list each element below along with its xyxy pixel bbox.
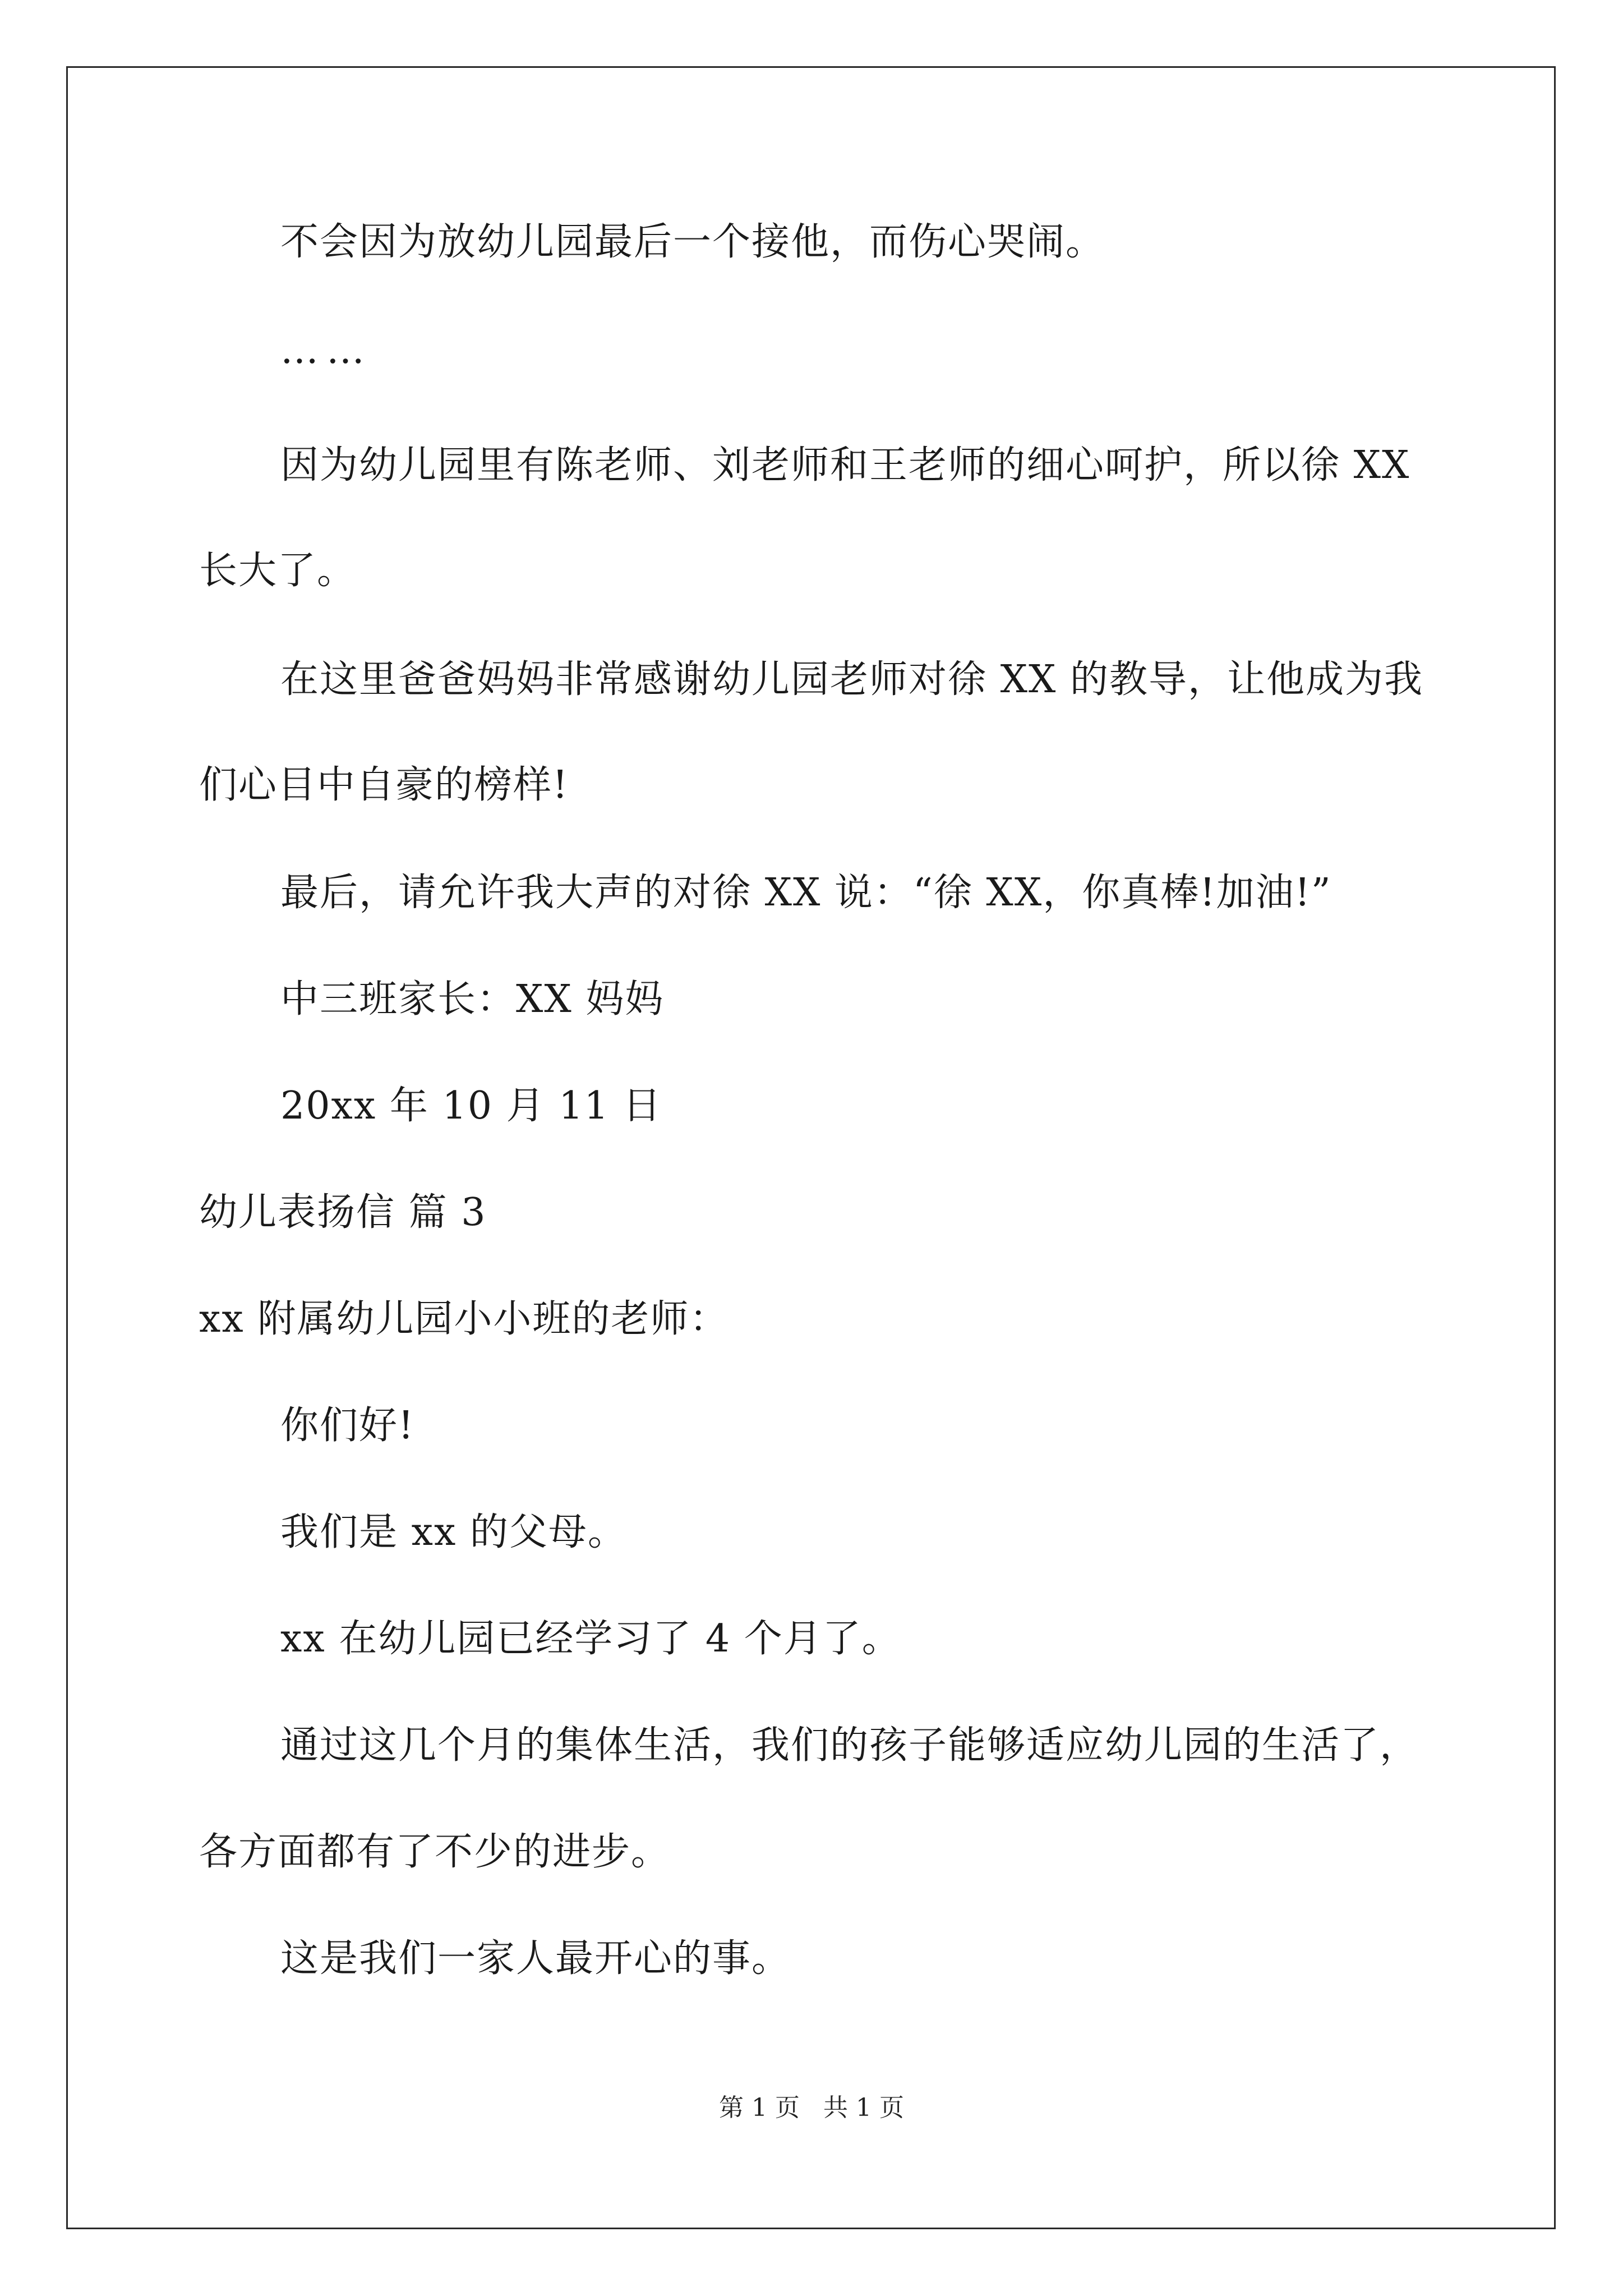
paragraph-line: 在这里爸爸妈妈非常感谢幼儿园老师对徐 XX 的教导，让他成为我 xyxy=(280,657,1424,702)
paragraph-line: xx 在幼儿园已经学习了 4 个月了。 xyxy=(280,1617,901,1661)
paragraph-line: 因为幼儿园里有陈老师、刘老师和王老师的细心呵护，所以徐 XX xyxy=(280,443,1410,487)
date-line: 20xx 年 10 月 11 日 xyxy=(280,1084,662,1128)
paragraph-line: 我们是 xx 的父母。 xyxy=(280,1510,627,1554)
paragraph-line: 不会因为放幼儿园最后一个接他，而伤心哭闹。 xyxy=(280,220,1105,264)
page-total: 共 1 页 xyxy=(823,2093,904,2122)
salutation-line: xx 附属幼儿园小小班的老师： xyxy=(199,1297,729,1341)
paragraph-line: 长大了。 xyxy=(199,549,357,593)
paragraph-line: 们心目中自豪的榜样! xyxy=(199,763,569,807)
page-footer xyxy=(0,2092,1623,2124)
paragraph-line: 通过这几个月的集体生活，我们的孩子能够适应幼儿园的生活了， xyxy=(280,1723,1419,1768)
paragraph-line: 各方面都有了不少的进步。 xyxy=(199,1830,671,1874)
paragraph-line: 这是我们一家人最开心的事。 xyxy=(280,1936,791,1981)
ellipsis-line: …… xyxy=(280,328,372,372)
greeting-line: 你们好! xyxy=(280,1404,415,1448)
signature-line: 中三班家长：XX 妈妈 xyxy=(280,977,665,1022)
page-number: 第 1 页 xyxy=(719,2093,800,2122)
page-border xyxy=(66,66,1556,2229)
paragraph-line: 最后，请允许我大声的对徐 XX 说：“徐 XX，你真棒!加油!” xyxy=(280,871,1332,915)
section-heading: 幼儿表扬信 篇 3 xyxy=(199,1190,487,1235)
